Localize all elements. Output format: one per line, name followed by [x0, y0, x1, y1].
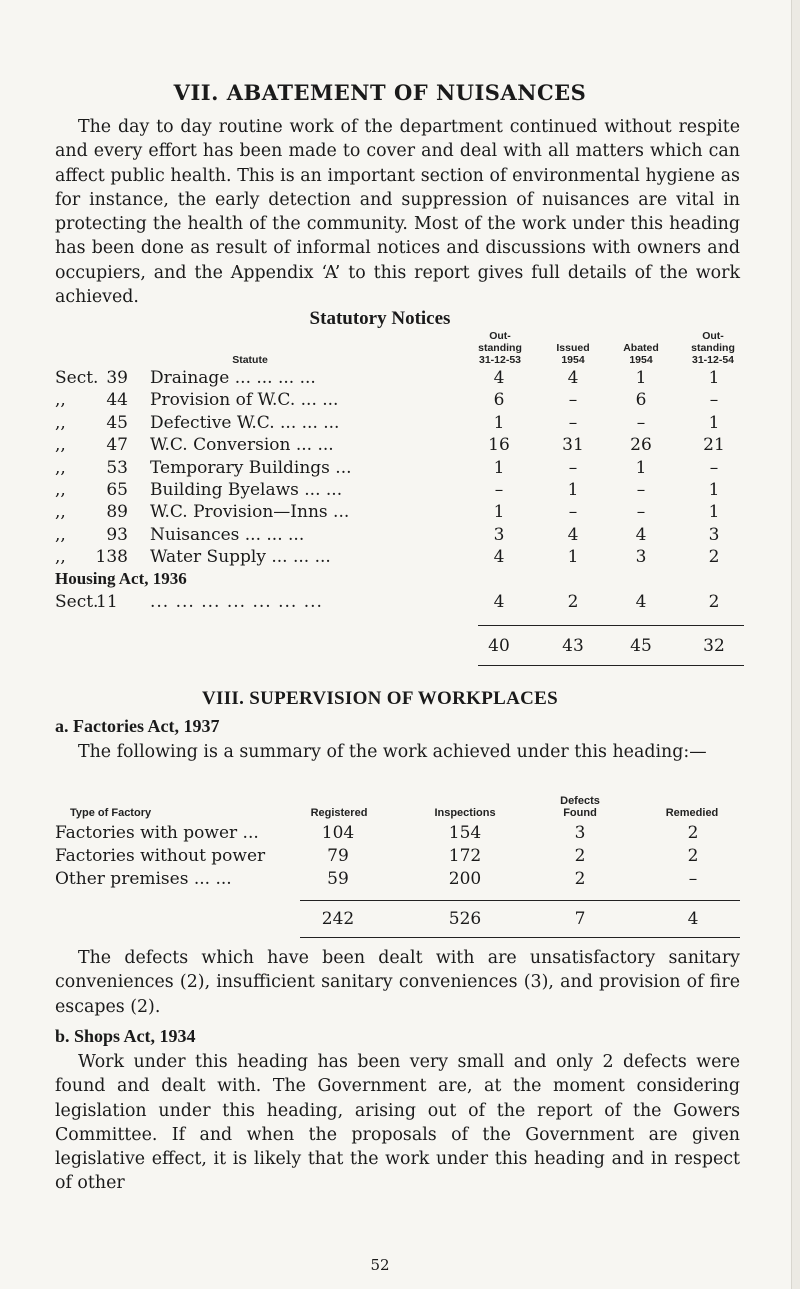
total-issued: 43	[562, 636, 584, 656]
row-outstanding-start: 4	[493, 368, 505, 388]
row-remedied: 2	[687, 823, 699, 843]
row-abated: 1	[635, 368, 647, 388]
housing-sect: Sect.	[55, 592, 99, 612]
housing-issued: 2	[567, 592, 579, 612]
row-factory-type: Factories with power ...	[55, 823, 259, 843]
row-outstanding-end: 1	[708, 502, 720, 523]
header-type-of-factory: Type of Factory	[70, 807, 152, 819]
factories-total-registered: 242	[321, 909, 355, 929]
row-factory-type: Factories without power	[55, 846, 266, 866]
row-outstanding-start: 1	[493, 502, 505, 523]
housing-dots: ... ... ... ... ... ... ...	[150, 592, 323, 612]
row-sect: ,,	[55, 457, 66, 478]
row-registered: 79	[327, 846, 349, 866]
row-defects-found: 3	[574, 823, 586, 843]
row-outstanding-start: –	[494, 480, 504, 500]
row-statute: W.C. Provision—Inns ...	[150, 502, 350, 523]
header-remedied: Remedied	[665, 807, 719, 819]
total-o2: 32	[703, 636, 725, 656]
row-statute: Drainage ... ... ... ...	[150, 368, 316, 388]
row-outstanding-start: 3	[493, 524, 505, 545]
shops-paragraph: Work under this heading has been very small and only 2 defects were found and dealt with. The Government are, at the moment considering legislation under this heading, arising out of the report of the Gowers Committee. If and when the proposals of the Government are given legislative effect, it is likely that the work under this heading and in respect of other	[55, 1052, 740, 1194]
factories-total-defects: 7	[574, 909, 586, 929]
row-abated: –	[636, 502, 646, 523]
row-inspections: 172	[448, 846, 482, 866]
housing-o2: 2	[708, 592, 720, 612]
header-inspections: Inspections	[434, 807, 496, 819]
header-outstanding-start: Out- standing 31-12-53	[478, 330, 522, 366]
row-issued: 1	[567, 480, 579, 500]
row-outstanding-start: 1	[493, 412, 505, 433]
row-issued: –	[568, 412, 578, 433]
notices-total-rule-bottom	[478, 665, 744, 666]
row-abated: 4	[635, 524, 647, 545]
row-section-number: 44	[106, 390, 128, 411]
housing-abated: 4	[635, 592, 647, 612]
header-issued: Issued 1954	[556, 342, 590, 366]
row-sect: ,,	[55, 547, 66, 568]
defects-paragraph: The defects which have been dealt with are unsatisfactory sanitary conveniences (2), insufficient sanitary conveniences (3), and provision of fire escapes (2).	[55, 948, 740, 1017]
row-outstanding-end: 3	[708, 524, 720, 545]
row-statute: W.C. Conversion ... ...	[150, 435, 334, 456]
housing-o1: 4	[493, 592, 505, 612]
factories-intro: The following is a summary of the work achieved under this heading:—	[78, 742, 707, 762]
row-outstanding-end: 1	[708, 480, 720, 500]
factories-act-heading: a. Factories Act, 1937	[55, 716, 220, 736]
row-outstanding-start: 4	[493, 547, 505, 568]
row-inspections: 200	[448, 869, 482, 889]
row-statute: Nuisances ... ... ...	[150, 524, 305, 545]
row-outstanding-start: 16	[488, 435, 510, 456]
housing-act-label: Housing Act, 1936	[55, 569, 187, 588]
row-section-number: 39	[106, 368, 128, 388]
page-edge	[791, 0, 800, 1289]
row-outstanding-end: 1	[708, 412, 720, 433]
row-defects-found: 2	[574, 846, 586, 866]
shops-act-heading: b. Shops Act, 1934	[55, 1026, 196, 1046]
row-statute: Temporary Buildings ...	[150, 457, 352, 478]
row-outstanding-end: 2	[708, 547, 720, 568]
row-issued: 4	[567, 368, 579, 388]
factories-total-rule-top	[300, 900, 740, 901]
row-outstanding-end: –	[709, 457, 719, 478]
header-outstanding-end: Out- standing 31-12-54	[691, 330, 735, 366]
row-outstanding-end: 1	[708, 368, 720, 388]
row-abated: –	[636, 480, 646, 500]
housing-no: 11	[96, 592, 118, 612]
row-remedied: 2	[687, 846, 699, 866]
header-statute: Statute	[232, 354, 268, 366]
factories-total-remedied: 4	[687, 909, 699, 929]
row-section-number: 45	[106, 412, 128, 433]
row-outstanding-start: 6	[493, 390, 505, 411]
row-defects-found: 2	[574, 869, 586, 889]
row-outstanding-end: 21	[703, 435, 725, 456]
row-sect: ,,	[55, 524, 66, 545]
factories-total-inspections: 526	[448, 909, 482, 929]
header-abated: Abated 1954	[623, 342, 659, 366]
notices-total-rule-top	[478, 625, 744, 626]
row-statute: Water Supply ... ... ...	[150, 547, 331, 568]
row-statute: Provision of W.C. ... ...	[150, 390, 339, 411]
row-section-number: 138	[95, 547, 128, 568]
row-section-number: 65	[106, 480, 128, 500]
row-issued: 4	[567, 524, 579, 545]
row-inspections: 154	[448, 823, 482, 843]
row-issued: –	[568, 457, 578, 478]
factories-total-rule-bottom	[300, 937, 740, 938]
statutory-notices-title: Statutory Notices	[309, 308, 451, 329]
row-abated: 26	[630, 435, 652, 456]
row-sect: ,,	[55, 390, 66, 411]
row-section-number: 89	[106, 502, 128, 523]
row-abated: 3	[635, 547, 647, 568]
intro-paragraph: The day to day routine work of the department continued without respite and every effort has been made to cover and deal with all matters which can affect public health. This is an important section of environmental hygiene as for instance, the early detection and suppression of nuisances are vital in protecting the health of the community. Most of the work under this heading has been done as result of informal notices and discussions with owners and occupiers, and the Appendix ‘A’ to this report gives full details of the work achieved.	[55, 117, 740, 308]
row-abated: 6	[635, 390, 647, 411]
header-registered: Registered	[310, 807, 368, 819]
row-sect: ,,	[55, 480, 66, 500]
row-statute: Building Byelaws ... ...	[150, 480, 343, 500]
row-issued: 1	[567, 547, 579, 568]
row-abated: –	[636, 412, 646, 433]
row-factory-type: Other premises ... ...	[55, 869, 232, 889]
row-statute: Defective W.C. ... ... ...	[150, 412, 340, 433]
total-abated: 45	[630, 636, 652, 656]
header-defects-found: Defects Found	[560, 795, 600, 819]
row-issued: 31	[562, 435, 584, 456]
row-sect: ,,	[55, 412, 66, 433]
row-remedied: –	[688, 869, 698, 889]
page-number: 52	[370, 1256, 390, 1274]
section-heading-viii: VIII. SUPERVISION OF WORKPLACES	[202, 688, 558, 709]
row-section-number: 47	[106, 435, 128, 456]
row-sect: ,,	[55, 502, 66, 523]
row-section-number: 53	[106, 457, 128, 478]
row-sect: Sect.	[55, 368, 99, 388]
row-outstanding-start: 1	[493, 457, 505, 478]
row-abated: 1	[635, 457, 647, 478]
row-sect: ,,	[55, 435, 66, 456]
row-issued: –	[568, 502, 578, 523]
row-section-number: 93	[106, 524, 128, 545]
row-registered: 104	[321, 823, 355, 843]
row-registered: 59	[327, 869, 349, 889]
total-o1: 40	[488, 636, 510, 656]
row-issued: –	[568, 390, 578, 411]
row-outstanding-end: –	[709, 390, 719, 411]
section-heading-vii: VII. ABATEMENT OF NUISANCES	[173, 80, 587, 105]
